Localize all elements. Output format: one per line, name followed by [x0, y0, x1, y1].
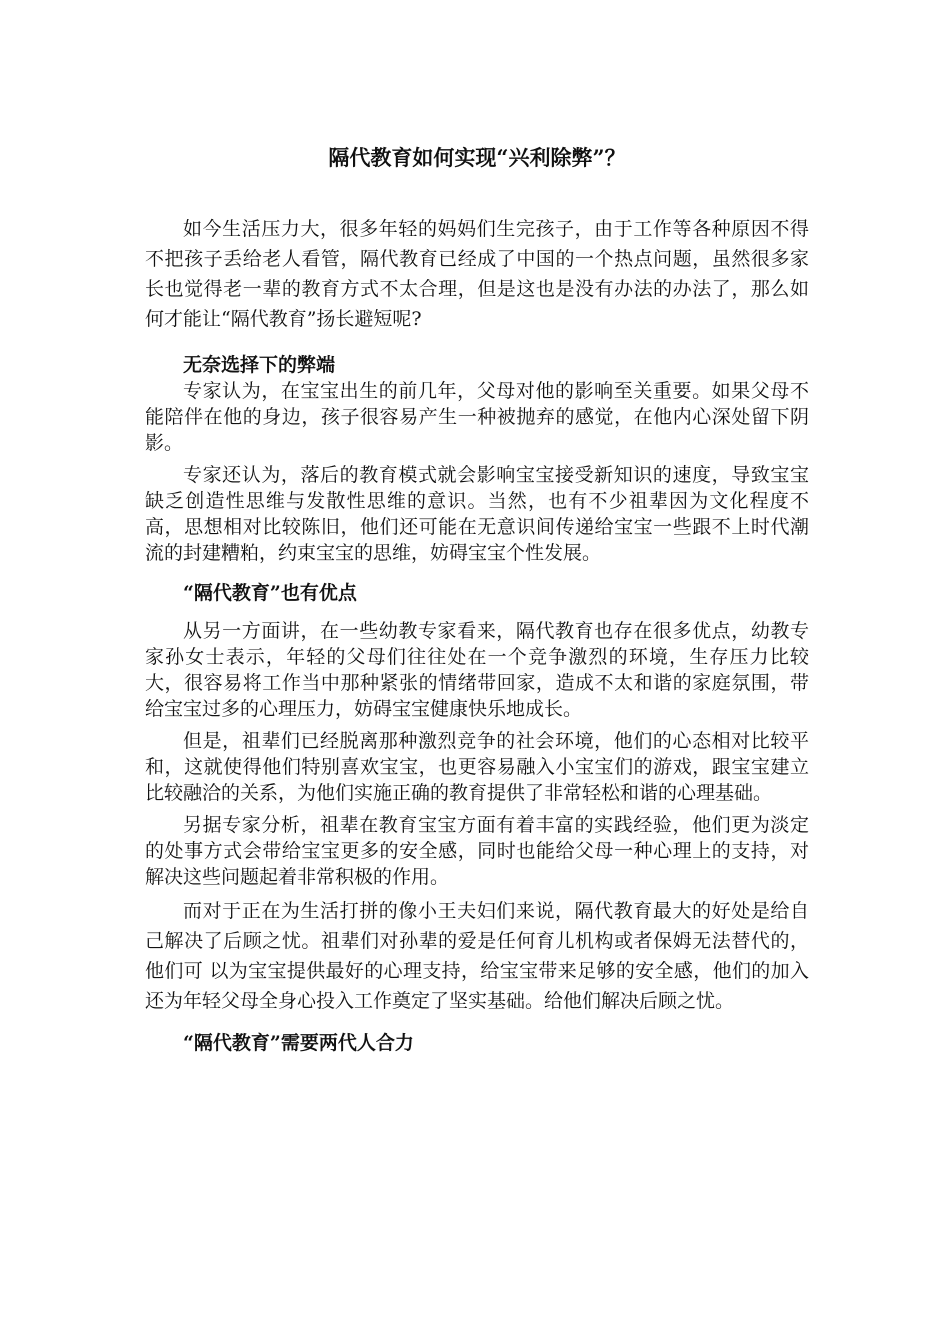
section-heading-drawbacks: 无奈选择下的弊端 — [183, 354, 336, 376]
section-paragraph: 另据专家分析，祖辈在教育宝宝方面有着丰富的实践经验，他们更为淡定的处事方式会带给宝宝更多的安全感，同时也能给父母一种心理上的支持，对解决这些问题起着非常积极的作用。 — [145, 814, 809, 888]
section-paragraph: 专家认为，在宝宝出生的前几年，父母对他的影响至关重要。如果父母不能陪伴在他的身边，孩子很容易产生一种被抛弃的感觉，在他内心深处留下阴影。 — [145, 380, 809, 454]
document-body — [145, 138, 809, 1056]
section-paragraph: 专家还认为，落后的教育模式就会影响宝宝接受新知识的速度，导致宝宝缺乏创造性思维与发散性思维的意识。当然，也有不少祖辈因为文化程度不高，思想相对比较陈旧，他们还可能在无意识间传递给宝宝一些跟不上时代潮流的封建糟粕，约束宝宝的思维，妨碍宝宝个性发展。 — [145, 464, 809, 564]
section-paragraph: 从另一方面讲，在一些幼教专家看来，隔代教育也存在很多优点，幼教专家孙女士表示，年轻的父母们往往处在一个竞争激烈的环境，生存压力比较大，很容易将工作当中那种紧张的情绪带回家，造成不太和谐的家庭氛围，带给宝宝过多的心理压力，妨碍宝宝健康快乐地成长。 — [145, 620, 809, 720]
section-heading-cooperation: “隔代教育”需要两代人合力 — [183, 1032, 414, 1054]
section-paragraph: 但是，祖辈们已经脱离那种激烈竞争的社会环境，他们的心态相对比较平和，这就使得他们特别喜欢宝宝，也更容易融入小宝宝们的游戏，跟宝宝建立比较融洽的关系，为他们实施正确的教育提供了非常轻松和谐的心理基础。 — [145, 730, 809, 804]
section-paragraph: 而对于正在为生活打拼的像小王夫妇们来说，隔代教育最大的好处是给自己解决了后顾之忧。祖辈们对孙辈的爱是任何育儿机构或者保姆无法替代的，他们可 以为宝宝提供最好的心理支持，给宝宝带来足够的安全感，他们的加入还为年轻父母全身心投入工作奠定了坚实基础。给他们解决后顾之忧。 — [145, 900, 809, 1012]
document-title: 隔代教育如何实现“兴利除弊”？ — [328, 145, 626, 170]
section-heading-advantages: “隔代教育”也有优点 — [183, 582, 357, 604]
intro-paragraph: 如今生活压力大，很多年轻的妈妈们生完孩子，由于工作等各种原因不得不把孩子丢给老人看管，隔代教育已经成了中国的一个热点问题，虽然很多家长也觉得老一辈的教育方式不太合理，但是这也是没有办法的办法了，那么如何才能让“隔代教育”扬长避短呢? — [145, 218, 809, 330]
